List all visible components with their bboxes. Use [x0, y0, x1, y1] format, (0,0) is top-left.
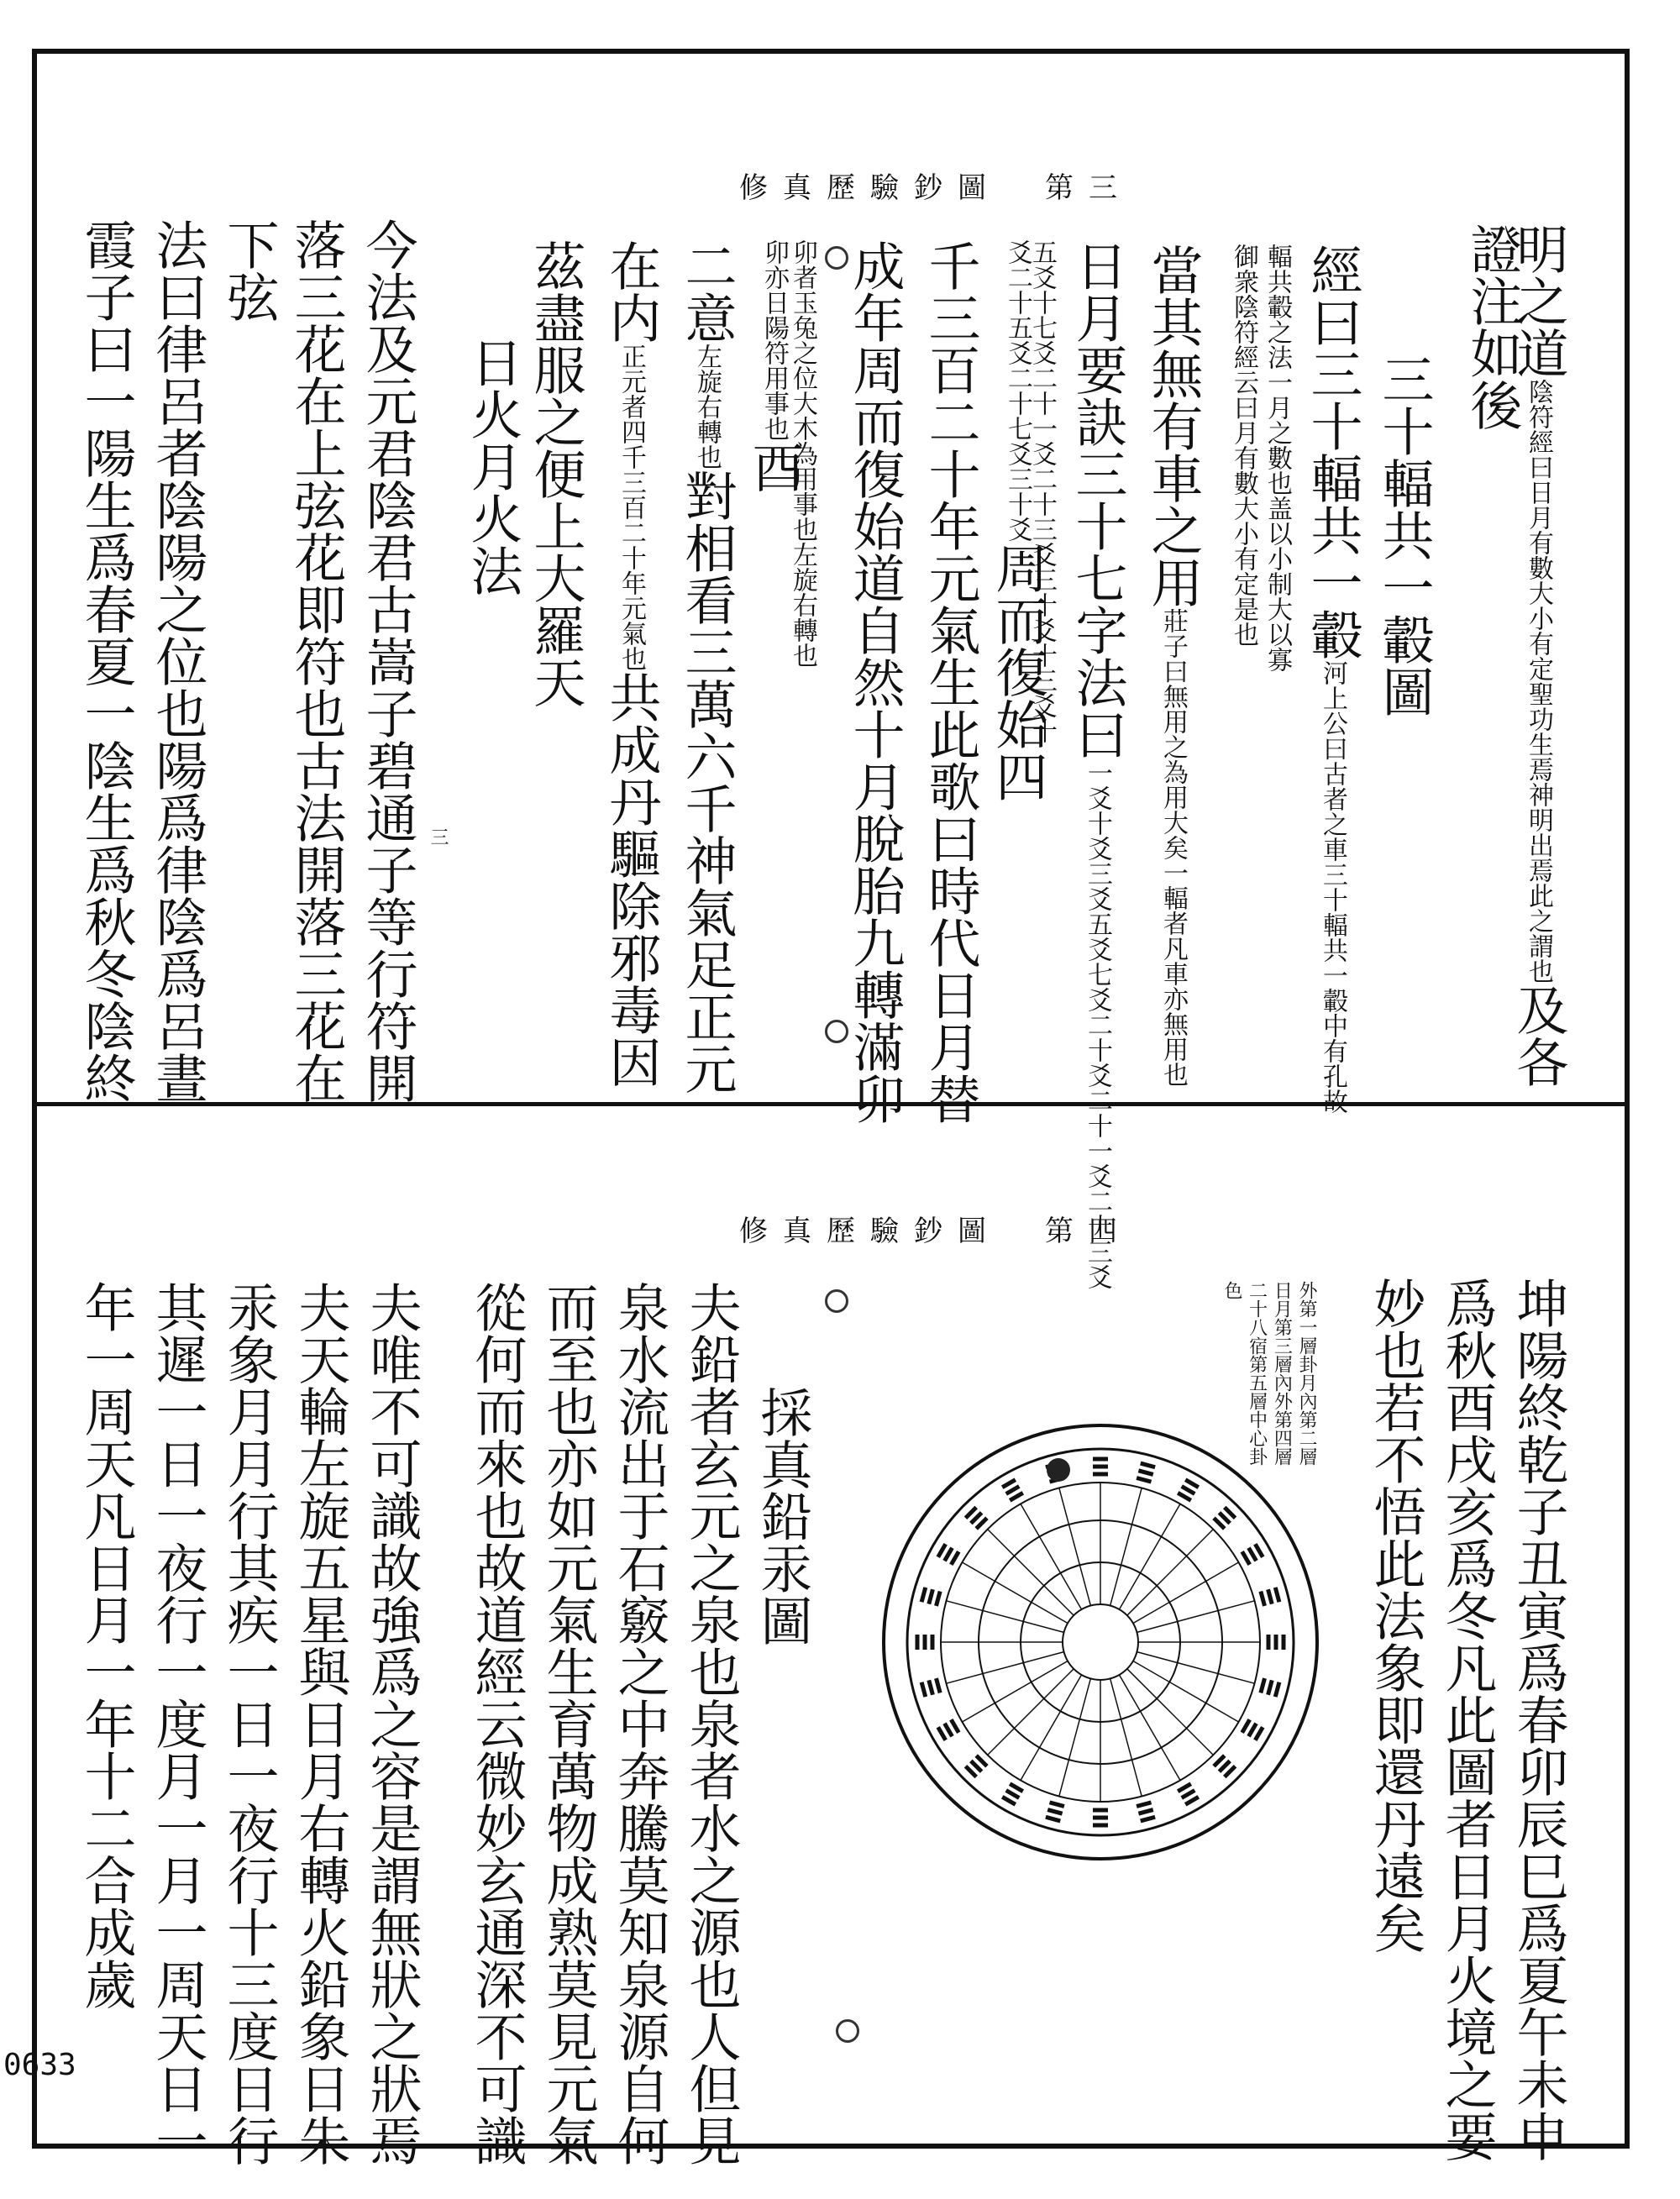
- trigram-mark: [1138, 1471, 1152, 1475]
- trigram-mark: [976, 1518, 987, 1529]
- trigram-mark: [1219, 1761, 1230, 1771]
- top-col-6: 御衆陰符經云曰月有數大小有定是也: [1229, 244, 1258, 647]
- trigram-mark: [1268, 1589, 1273, 1603]
- trigram-mark: [976, 1756, 987, 1766]
- top-col-11: 千三百二十年元氣生此歌曰時代日月替: [920, 239, 981, 1125]
- diagram-spoke: [946, 1601, 1063, 1633]
- top-col-1: 明之道陰符經曰日月有數大小有定聖功生焉神明出焉此之謂也及各: [1508, 223, 1569, 1088]
- binding-hole: [825, 1289, 848, 1313]
- top-col-7: 當其無有車之用莊子曰無用之為用大矣一輻者凡車亦無用也: [1142, 244, 1204, 1087]
- trigram-mark: [1178, 1493, 1191, 1500]
- top-col-5: 輻共轂之法一月之數也盖以小制大以寡: [1263, 244, 1292, 672]
- trigram-mark: [1214, 1518, 1225, 1529]
- trigram-mark: [945, 1548, 953, 1561]
- top-col-15: 二意左旋右轉也對相看三萬六千神氣足正元: [676, 239, 738, 1094]
- trigram-mark: [1275, 1682, 1279, 1697]
- trigram-mark: [1185, 1797, 1199, 1804]
- trigram-mark: [1137, 1477, 1151, 1482]
- diagram-spoke: [1110, 1678, 1142, 1796]
- top-col-12: 成年周而復始道自然十月脫胎九轉滿卯: [844, 239, 906, 1125]
- top-col-19: 今法及元君陰君古嵩子碧通子等行符開: [357, 218, 418, 1104]
- bottom-col-1: 坤陽終乾子丑寅爲春卯辰巳爲夏午未申: [1508, 1277, 1569, 2162]
- trigram-mark: [1138, 1810, 1152, 1814]
- trigram-mark: [1248, 1724, 1256, 1737]
- top-col-16: 在内正元者四千三百二十年元氣也共成丹驅除邪毒因: [601, 239, 662, 1088]
- diagram-spoke: [1137, 1652, 1254, 1684]
- bottom-header: 修真歷驗鈔圖 第四: [739, 1215, 1132, 1248]
- trigram-mark: [1002, 1480, 1016, 1488]
- binding-hole: [825, 1020, 848, 1043]
- bottom-col-4-note: 外第一層卦月內第二層日月第三層內外第四層二十八宿第五層中心卦色: [1221, 1281, 1317, 1466]
- top-col-20: 落三花在上弦花即符也古法開落三花在: [286, 218, 347, 1104]
- bottom-col-6: 夫鉛者玄元之泉也泉者水之源也人但見: [680, 1281, 742, 2166]
- trigram-mark: [1141, 1463, 1155, 1467]
- diagram-spoke: [1059, 1488, 1091, 1605]
- top-col-3: 三十輻共一轂圖: [1373, 353, 1435, 717]
- trigram-mark: [1182, 1790, 1195, 1798]
- page-number: 0633: [3, 2048, 76, 2082]
- trigram-mark: [1268, 1680, 1273, 1694]
- trigram-mark: [929, 1680, 933, 1694]
- trigram-mark: [936, 1678, 940, 1693]
- trigram-mark: [1185, 1480, 1199, 1488]
- trigram-mark: [1275, 1588, 1279, 1602]
- top-col-17: 茲盡服之便上大羅天: [525, 239, 586, 708]
- bottom-col-14: 年一周天凡日月一年十二合成歲: [76, 1281, 137, 2010]
- binding-hole: [836, 2019, 859, 2043]
- trigram-mark: [1010, 1493, 1023, 1500]
- trigram-mark: [1046, 1817, 1060, 1821]
- trigram-mark: [971, 1761, 982, 1771]
- top-col-21: 下弦: [218, 218, 280, 323]
- trigram-mark: [938, 1544, 946, 1557]
- trigram-mark: [1047, 1810, 1062, 1814]
- trigram-mark: [1248, 1548, 1256, 1561]
- trigram-mark: [1006, 1487, 1020, 1494]
- top-col-23: 霞子曰一陽生爲春夏一陰生爲秋冬陰終: [76, 218, 137, 1104]
- diagram-spoke: [1059, 1678, 1091, 1796]
- bottom-col-10: 夫唯不可識故強爲之容是謂無狀之狀焉: [361, 1281, 423, 2166]
- trigram-mark: [1178, 1784, 1191, 1792]
- bottom-col-7: 泉水流出于石竅之中奔騰莫知泉源自何: [609, 1281, 670, 2166]
- bottom-col-13: 其遲一日一夜行一度月一月一周天日一: [147, 1281, 208, 2166]
- diagram-spoke: [946, 1652, 1063, 1684]
- trigram-mark: [1137, 1803, 1151, 1807]
- trigram-mark: [938, 1727, 946, 1740]
- trigram-mark: [965, 1507, 976, 1518]
- bottom-col-2: 爲秋酉戌亥爲冬凡此圖者日月火境之要: [1436, 1277, 1498, 2162]
- trigram-mark: [1261, 1592, 1265, 1606]
- trigram-mark: [921, 1588, 926, 1602]
- top-col-18: 日火月火法: [462, 336, 523, 596]
- trigram-mark: [1050, 1803, 1064, 1807]
- diagram-spoke: [1137, 1601, 1254, 1633]
- top-col-14: 卯亦日陽符用事也酉: [743, 239, 805, 493]
- trigram-mark: [1261, 1678, 1265, 1693]
- bottom-col-12: 汞象月月行其疾一日一夜行十三度日行: [218, 1281, 280, 2166]
- trigram-mark: [921, 1682, 926, 1697]
- trigram-mark: [951, 1719, 958, 1733]
- page-divider: [32, 1102, 1630, 1106]
- trigram-mark: [1010, 1784, 1023, 1792]
- trigram-mark: [1141, 1817, 1155, 1821]
- top-col-4: 經曰三十輻共一轂河上公曰古者之車三十輻共一轂中有孔故: [1302, 244, 1363, 1114]
- trigram-mark: [936, 1592, 940, 1606]
- top-col-13: 卯者玉兔之位大木為用事也左旋右轉也: [788, 239, 817, 668]
- trigram-mark: [1225, 1507, 1236, 1518]
- trigram-mark: [1255, 1727, 1263, 1740]
- trigram-mark: [1219, 1513, 1230, 1524]
- top-col-19-note: 三: [428, 827, 449, 846]
- bottom-col-9: 從何而來也故道經云微妙玄通深不可識: [466, 1281, 528, 2166]
- diagram-spoke: [1110, 1488, 1142, 1605]
- trigram-mark: [1214, 1756, 1225, 1766]
- bottom-col-8: 而至也亦如元氣生育萬物成熟莫見元氣: [538, 1281, 599, 2166]
- trigram-mark: [951, 1551, 958, 1565]
- bottom-col-11: 夫天輪左旋五星與日月右轉火鉛象日朱: [290, 1281, 351, 2166]
- top-col-22: 法曰律呂者陰陽之位也陽爲律陰爲呂晝: [147, 218, 208, 1104]
- trigram-mark: [1182, 1487, 1195, 1494]
- binding-hole: [825, 246, 848, 270]
- top-header: 修真歷驗鈔圖 第三: [739, 171, 1132, 205]
- trigram-mark: [945, 1724, 953, 1737]
- trigram-mark: [1002, 1797, 1016, 1804]
- bottom-col-3: 妙也若不悟此法象即還丹遠矣: [1365, 1277, 1426, 1954]
- trigram-mark: [929, 1589, 933, 1603]
- top-col-2: 證注如後: [1462, 223, 1523, 431]
- trigram-mark: [1255, 1544, 1263, 1557]
- top-col-9: 五爻十七爻二十一爻二十三爻三十爻十三爻十: [1027, 239, 1057, 743]
- trigram-mark: [971, 1513, 982, 1524]
- top-col-8: 日月要訣三十七字法曰一爻十爻三爻五爻七爻二十爻二十一爻二十三爻: [1067, 239, 1128, 1289]
- trigram-mark: [1242, 1551, 1250, 1565]
- trigram-mark: [965, 1766, 976, 1777]
- top-col-10: 爻二十五爻二十七爻三十爻周而復始四: [987, 239, 1048, 802]
- trigram-mark: [1242, 1719, 1250, 1733]
- bottom-col-5: 採真鉛汞圖: [752, 1386, 813, 1646]
- trigram-mark: [1006, 1790, 1020, 1798]
- trigram-mark: [1225, 1766, 1236, 1777]
- lead-mercury-circle-diagram: [874, 1420, 1327, 1865]
